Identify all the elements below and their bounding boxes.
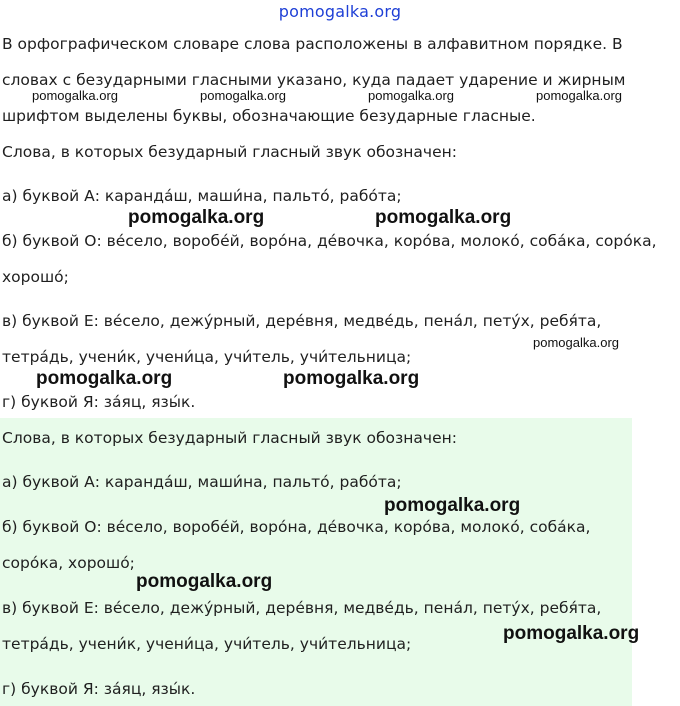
watermark: pomogalka.org (200, 88, 286, 103)
block2-heading: Слова, в которых безударный гласный звук обозначен: (2, 429, 457, 447)
block1-item-b-line2: хорошо́; (2, 268, 69, 286)
watermark: pomogalka.org (375, 207, 512, 228)
block2-item-v-line2: тетра́дь, учени́к, учени́ца, учи́тель, учи́тельница; (2, 635, 412, 653)
block2-item-b-line1: б) буквой О: ве́село, воробе́й, воро́на, де́вочка, коро́ва, молоко́, соба́ка, (2, 518, 591, 536)
watermark: pomogalka.org (136, 571, 273, 592)
site-brand-header[interactable]: pomogalka.org (278, 2, 402, 21)
intro-line-1: В орфографическом словаре слова расположены в алфавитном порядке. В (2, 35, 623, 53)
block2-item-v-line1: в) буквой Е: ве́село, дежу́рный, дере́вня, медве́дь, пена́л, пету́х, ребя́та, (2, 599, 602, 617)
block1-item-b-line1: б) буквой О: ве́село, воробе́й, воро́на, де́вочка, коро́ва, молоко́, соба́ка, соро́ка, (2, 232, 657, 250)
watermark: pomogalka.org (36, 368, 173, 389)
intro-line-2: словах с безударными гласными указано, куда падает ударение и жирным (2, 71, 626, 89)
watermark: pomogalka.org (384, 495, 521, 516)
block1-item-a: а) буквой А: каранда́ш, маши́на, пальто́, рабо́та; (2, 187, 402, 205)
block2-item-g: г) буквой Я: за́яц, язы́к. (2, 680, 196, 698)
watermark: pomogalka.org (368, 88, 454, 103)
block1-heading: Слова, в которых безударный гласный звук обозначен: (2, 143, 457, 161)
watermark: pomogalka.org (283, 368, 420, 389)
watermark: pomogalka.org (533, 335, 619, 350)
block1-item-v-line2: тетра́дь, учени́к, учени́ца, учи́тель, учи́тельница; (2, 348, 412, 366)
watermark: pomogalka.org (128, 207, 265, 228)
watermark: pomogalka.org (503, 623, 640, 644)
block1-item-g: г) буквой Я: за́яц, язы́к. (2, 393, 196, 411)
block1-item-v-line1: в) буквой Е: ве́село, дежу́рный, дере́вня, медве́дь, пена́л, пету́х, ребя́та, (2, 312, 602, 330)
watermark: pomogalka.org (32, 88, 118, 103)
watermark: pomogalka.org (536, 88, 622, 103)
intro-line-3: шрифтом выделены буквы, обозначающие безударные гласные. (2, 107, 536, 125)
block2-item-b-line2: соро́ка, хорошо́; (2, 554, 135, 572)
block2-item-a: а) буквой А: каранда́ш, маши́на, пальто́, рабо́та; (2, 473, 402, 491)
